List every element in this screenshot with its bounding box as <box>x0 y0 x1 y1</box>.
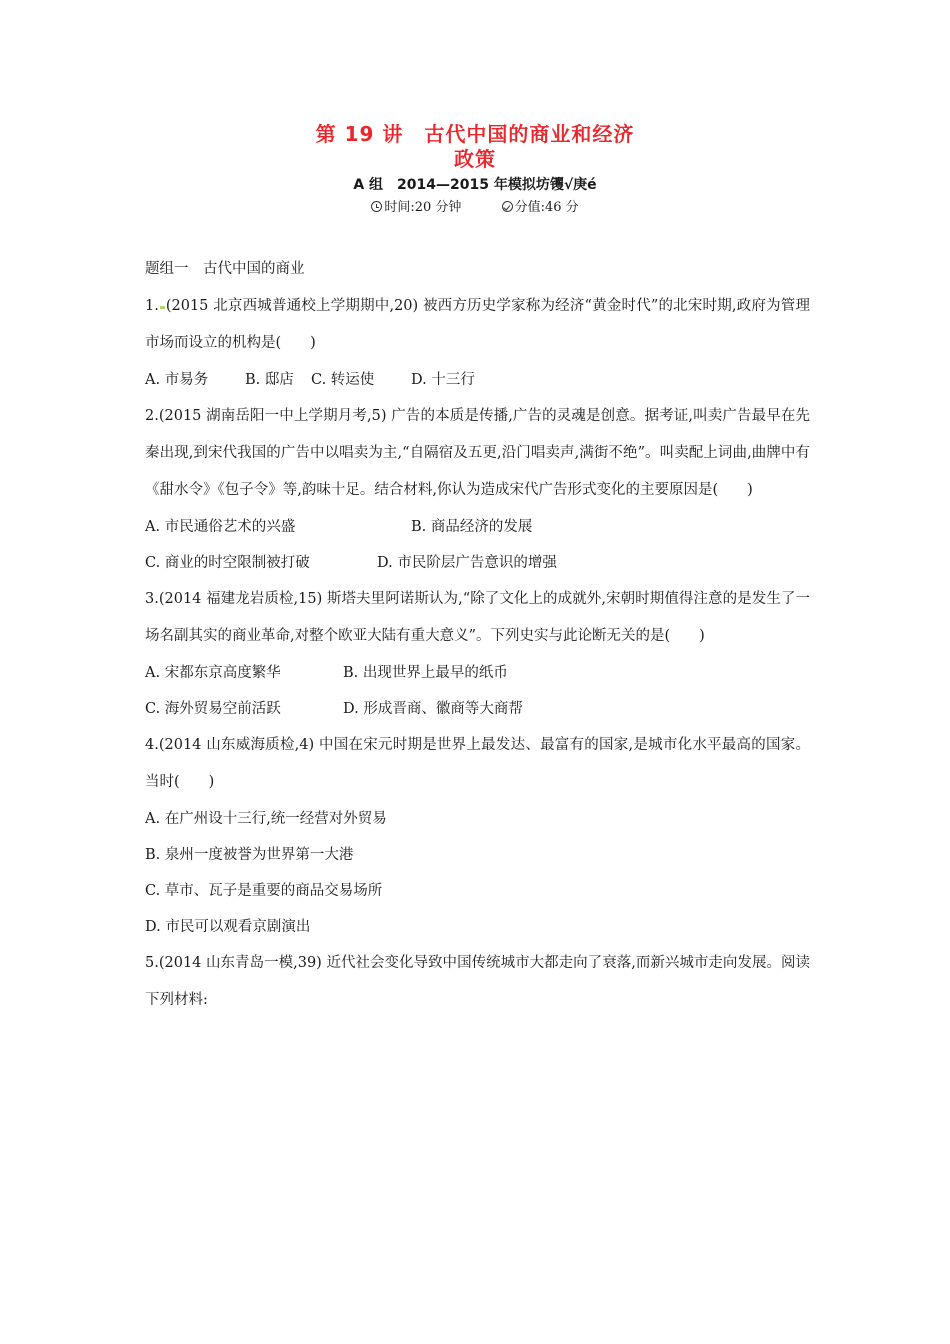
question-4 <box>145 727 810 945</box>
options-row <box>145 545 810 581</box>
question-number: 2. <box>145 408 159 424</box>
options-row <box>145 509 810 545</box>
question-text <box>145 398 810 509</box>
question-content <box>145 256 810 1019</box>
option-d: D. 市民可以观看京剧演出 <box>145 919 311 935</box>
header <box>0 122 950 218</box>
option-d: D. 十三行 <box>411 372 475 388</box>
time-info <box>371 198 461 218</box>
marker-icon <box>160 306 165 309</box>
score-label: 分值:46 分 <box>514 200 579 215</box>
option-b: B. 出现世界上最早的纸币 <box>343 665 508 681</box>
question-3 <box>145 581 810 727</box>
question-number: 5. <box>145 955 159 971</box>
question-5 <box>145 945 810 1019</box>
question-text <box>145 288 810 362</box>
option-a: A. 宋都东京高度繁华 <box>145 665 281 681</box>
options-row <box>145 691 810 727</box>
time-label: 时间:20 分钟 <box>384 200 462 215</box>
question-number: 4. <box>145 737 159 753</box>
section-title: 题组一 古代中国的商业 <box>145 261 305 277</box>
question-2 <box>145 398 810 581</box>
question-stem: (2014 山东青岛一模,39) 近代社会变化导致中国传统城市大都走向了衰落,而新兴城市走向发展。阅读下列材料: <box>145 955 810 1008</box>
option-c: C. 商业的时空限制被打破 <box>145 555 310 571</box>
exam-meta <box>0 198 950 218</box>
option-c: C. 转运使 <box>311 372 375 388</box>
option-c: C. 海外贸易空前活跃 <box>145 701 281 717</box>
question-stem: (2015 北京西城普通校上学期期中,20) 被西方历史学家称为经济“黄金时代”的北宋时期,政府为管理市场而设立的机构是( ) <box>145 298 810 351</box>
options-row <box>145 362 810 398</box>
option-a: A. 市易务 <box>145 372 209 388</box>
question-stem: (2014 福建龙岩质检,15) 斯塔夫里阿诺斯认为,“除了文化上的成就外,宋朝时期值得注意的是发生了一场名副其实的商业革命,对整个欧亚大陆有重大意义”。下列史实与此论断无关的是( ) <box>145 591 810 644</box>
option-a: A. 市民通俗艺术的兴盛 <box>145 519 296 535</box>
question-number: 3. <box>145 591 159 607</box>
option-d: D. 市民阶层广告意识的增强 <box>377 555 557 571</box>
check-circle-icon <box>502 201 513 212</box>
option-c: C. 草市、瓦子是重要的商品交易场所 <box>145 883 383 899</box>
question-text <box>145 727 810 801</box>
question-number: 1. <box>145 298 159 314</box>
question-text <box>145 581 810 655</box>
score-info <box>502 198 579 218</box>
group-heading: A 组 2014—2015 年模拟坊䦆√庚é <box>353 177 597 193</box>
question-stem: (2015 湖南岳阳一中上学期月考,5) 广告的本质是传播,广告的灵魂是创意。据考证,叫卖广告最早在先秦出现,到宋代我国的广告中以唱卖为主,“自隔宿及五更,沿门唱卖声,满街不绝”。叫卖配上词曲,曲牌中有《甜水令》《包子令》等,韵味十足。结合材料,你认为造成宋代广告形式变化的主要原因是( ) <box>145 408 810 498</box>
clock-icon <box>371 201 382 212</box>
question-stem: (2014 山东威海质检,4) 中国在宋元时期是世界上最发达、最富有的国家,是城市化水平最高的国家。当时( ) <box>145 737 810 790</box>
page-title: 第 19 讲 古代中国的商业和经济 <box>315 122 635 146</box>
question-1 <box>145 288 810 398</box>
question-text <box>145 945 810 1019</box>
option-a: A. 在广州设十三行,统一经营对外贸易 <box>145 811 387 827</box>
options-row <box>145 655 810 691</box>
option-b: B. 泉州一度被誉为世界第一大港 <box>145 847 354 863</box>
option-d: D. 形成晋商、徽商等大商帮 <box>343 701 523 717</box>
page-title-continued: 政策 <box>454 147 496 171</box>
option-b: B. 商品经济的发展 <box>411 519 533 535</box>
option-b: B. 邸店 <box>245 372 294 388</box>
